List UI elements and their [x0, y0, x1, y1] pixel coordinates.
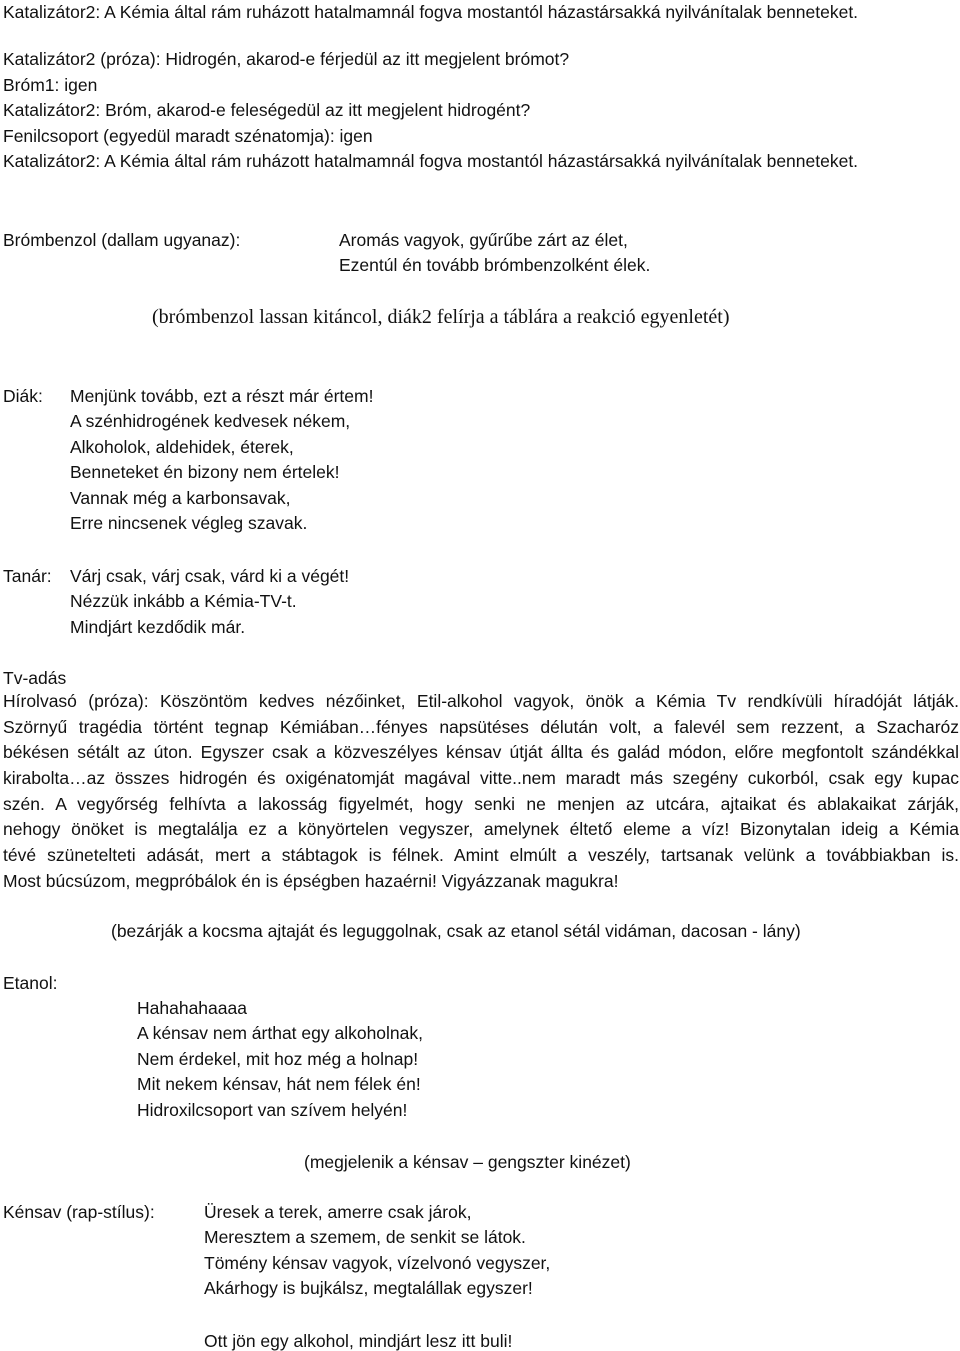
speaker-etanol: Etanol:: [3, 973, 58, 993]
verse-line: Nézzük inkább a Kémia-TV-t.: [70, 591, 297, 612]
verse-line: Mit nekem kénsav, hát nem félek én!: [137, 1074, 421, 1095]
news-line: szén. A vegyőrség felhívta a lakosság figyelmét, hogy senki ne menjen az utcára, ajtaikat és ablakaikat zárják,: [3, 793, 959, 814]
verse-tanar: [70, 564, 349, 640]
verse-kensav: [204, 1200, 550, 1302]
dialogue-line: Fenilcsoport (egyedül maradt szénatomja): igen: [3, 125, 373, 146]
verse-line: Nem érdekel, mit hoz még a holnap!: [137, 1048, 419, 1069]
verse-diak: [70, 384, 373, 536]
verse-line: Várj csak, várj csak, várd ki a végét!: [70, 566, 350, 586]
stage-direction: (megjelenik a kénsav – gengszter kinézet): [304, 1152, 631, 1172]
section-heading: Tv-adás: [3, 668, 67, 688]
speaker-brombenzol: Brómbenzol (dallam ugyanaz):: [3, 230, 241, 250]
dialogue-line: Katalizátor2: A Kémia által rám ruházott hatalmamnál fogva mostantól házastársakká nyilvánítalak benneteket.: [3, 150, 859, 171]
news-paragraph: [3, 689, 959, 895]
verse-line: Erre nincsenek végleg szavak.: [70, 512, 308, 533]
news-line: nehogy önöket is megtalálja ez a könyörtelen vegyszer, amelynek éltető eleme a víz! Bizonytalan ideig a Kémia: [3, 819, 959, 840]
verse-line: Ezentúl én tovább brómbenzolként élek.: [339, 255, 651, 276]
verse-line: A kénsav nem árthat egy alkoholnak,: [137, 1023, 424, 1044]
verse-line: Tömény kénsav vagyok, vízelvonó vegyszer,: [204, 1252, 551, 1273]
news-line: kirabolta…az összes hidrogén és oxigénatomját magával vitte..nem maradt más szegény cukorból, csak egy kupac: [3, 768, 959, 789]
verse-line: Meresztem a szemem, de senkit se látok.: [204, 1227, 526, 1248]
news-line: békésen sétált az úton. Egyszer csak a közveszélyes kénsav útját állta és galád módon, előre megfontolt szándékkal: [3, 742, 959, 763]
verse-line: Alkoholok, aldehidek, éterek,: [70, 436, 294, 457]
verse-line: Vannak még a karbonsavak,: [70, 487, 291, 508]
verse-brombenzol: [339, 228, 650, 279]
verse-line: Mindjárt kezdődik már.: [70, 616, 246, 637]
verse-line: Hidroxilcsoport van szívem helyén!: [137, 1099, 408, 1120]
verse-line-final: Ott jön egy alkohol, mindjárt lesz itt buli!: [204, 1331, 513, 1351]
dialogue-line: Katalizátor2 (próza): Hidrogén, akarod-e férjedül az itt megjelent brómot?: [3, 49, 570, 70]
verse-line: Üresek a terek, amerre csak járok,: [204, 1202, 472, 1222]
verse-line: Menjünk tovább, ezt a részt már értem!: [70, 386, 374, 406]
verse-line: Hahahahaaaa: [137, 998, 247, 1018]
stage-direction: (brómbenzol lassan kitáncol, diák2 felírja a táblára a reakció egyenletét): [152, 306, 730, 328]
speaker-kensav: Kénsav (rap-stílus):: [3, 1202, 155, 1222]
verse-etanol: [137, 996, 423, 1123]
verse-line: A szénhidrogének kedvesek nékem,: [70, 411, 351, 432]
verse-line: Aromás vagyok, gyűrűbe zárt az élet,: [339, 230, 628, 250]
verse-line: Benneteket én bizony nem értelek!: [70, 462, 340, 483]
news-line: Most búcsúzom, megpróbálok én is épségben hazaérni! Vigyázzanak magukra!: [3, 870, 619, 891]
intro-dialogue: [3, 0, 858, 174]
news-line: Szörnyű tragédia történt tegnap Kémiában…fényes napsütéses délután volt, a falevél sem rezzent, a Szacharóz: [3, 716, 959, 737]
dialogue-line: Katalizátor2: A Kémia által rám ruházott hatalmamnál fogva mostantól házastársakká nyilvánítalak benneteket.: [3, 2, 859, 22]
verse-line: Akárhogy is bujkálsz, megtalállak egyszer!: [204, 1278, 533, 1299]
dialogue-line: Katalizátor2: Bróm, akarod-e feleségedül az itt megjelent hidrogént?: [3, 100, 531, 121]
dialogue-line: Bróm1: igen: [3, 74, 98, 95]
speaker-tanar: Tanár:: [3, 566, 52, 586]
speaker-diak: Diák:: [3, 386, 43, 406]
stage-direction: (bezárják a kocsma ajtaját és leguggolnak, csak az etanol sétál vidáman, dacosan - lány): [111, 921, 801, 941]
news-line: Hírolvasó (próza): Köszöntöm kedves nézőinket, Etil-alkohol vagyok, önök a Kémia Tv rendkívüli híradóját látják.: [3, 691, 959, 711]
news-line: tévé szünetelteti adását, mert a stábtagok is félnek. Amint elmúlt a veszély, tartsanak velünk a továbbiakban is.: [3, 845, 959, 866]
